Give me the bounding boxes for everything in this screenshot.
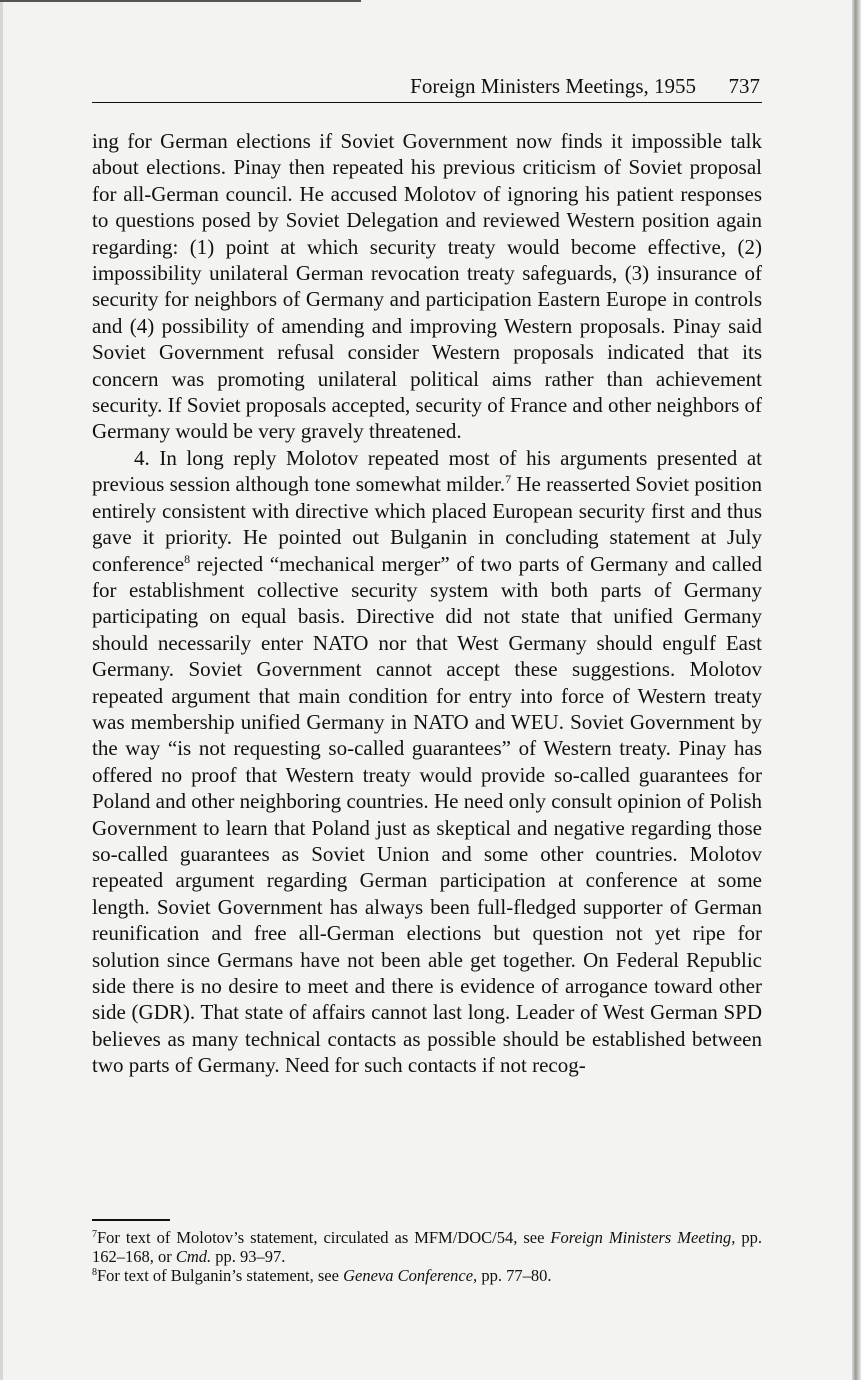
footnotes: [92, 1228, 762, 1285]
footnote-7-text-a: For text of Molotov’s statement, circulated as MFM/DOC/54, see: [97, 1228, 551, 1247]
page-edge-right: [852, 0, 861, 1380]
paragraph-2: [92, 445, 762, 1079]
body-text: [92, 128, 762, 1079]
page-edge-left: [0, 0, 3, 1380]
footnote-7-number: 7: [92, 1229, 97, 1240]
paragraph-1: ing for German elections if Soviet Government now finds it impossible talk about elections. Pinay then repeated his previous criticism of Soviet proposal for all-German council. He accused Molotov of ignoring his patient responses to questions posed by Soviet Delegation and reviewed Western position again regarding: (1) point at which security treaty would become effective, (2) impossibility unilateral German revocation treaty safeguards, (3) insurance of security for neighbors of Germany and participation Eastern Europe in controls and (4) possibility of amending and improving Western proposals. Pinay said Soviet Government refusal consider Western proposals indicated that its concern was promoting unilateral political aims rather than achievement security. If Soviet proposals accepted, security of France and other neighbors of Germany would be very gravely threatened.: [92, 129, 762, 444]
paragraph-2-part-a: 4. In long reply Molotov repeated most of his arguments presented at previous session although tone somewhat milder.: [92, 445, 762, 497]
paragraph-2-part-b: He reasserted Soviet position entirely consistent with directive which placed European security first and thus gave it priority. He pointed out Bulganin in concluding statement at July conference: [92, 472, 762, 576]
footnote-8-text-b: pp. 77–80.: [477, 1266, 552, 1285]
footnote-ref-8[interactable]: 8: [184, 551, 191, 566]
footnote-8-text-a: For text of Bulganin’s statement, see: [97, 1266, 344, 1285]
page-number: 737: [728, 74, 760, 98]
footnote-divider: [92, 1219, 170, 1221]
footnote-7-title-1: Foreign Ministers Meeting,: [550, 1228, 736, 1247]
footnote-8-number: 8: [92, 1267, 97, 1278]
footnote-ref-7[interactable]: 7: [505, 472, 512, 487]
footnote-7-text-c: pp. 93–97.: [211, 1247, 286, 1266]
top-rule: [0, 0, 361, 2]
footnote-7-title-2: Cmd.: [175, 1247, 212, 1266]
running-title: Foreign Ministers Meetings, 1955: [410, 74, 696, 98]
footnote-8: [92, 1266, 762, 1285]
paragraph-2-part-c: rejected “mechanical merger” of two parts of Germany and called for establishment collective security system with both parts of Germany participating on equal basis. Directive did not state that unified Germany should necessarily enter NATO nor that West Germany should engulf East Germany. Soviet Government cannot accept these suggestions. Molotov repeated argument that main condition for entry into force of Western treaty was membership unified Germany in NATO and WEU. Soviet Government by the way “is not requesting so-called guarantees” of Western treaty. Pinay has offered no proof that Western treaty would provide so-called guarantees for Poland and other neighboring countries. He need only consult opinion of Polish Government to learn that Poland just as skeptical and negative regarding those so-called guarantees as Soviet Union and some other countries. Molotov repeated argument regarding German participation at conference at some length. Soviet Government has always been full-fledged supporter of German reunification and free all-German elections but question not yet ripe for solution since Germans have not been able get together. On Federal Republic side there is no desire to meet and there is evidence of arrogance toward other side (GDR). That state of affairs cannot last long. Leader of West German SPD believes as many technical contacts as possible should be established between two parts of Germany. Need for such contacts if not recog-: [92, 551, 762, 1078]
footnote-8-title: Geneva Conference,: [343, 1266, 478, 1285]
footnote-7: [92, 1228, 762, 1266]
running-header: [92, 74, 762, 103]
footnote-7-text-b: pp. 162–168, or: [92, 1228, 762, 1266]
